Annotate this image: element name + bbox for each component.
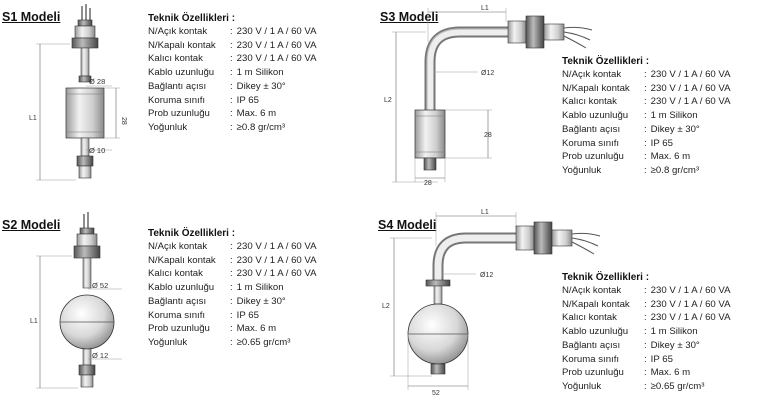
spec-value: Max. 6 m	[236, 108, 277, 120]
spec-label: Bağlantı açısı	[562, 339, 621, 351]
spec-row	[148, 309, 317, 323]
spec-separator: :	[230, 94, 233, 106]
spec-separator: :	[644, 137, 647, 149]
s3-spec-title: Teknik Özellikleri :	[562, 56, 650, 67]
spec-row	[148, 281, 317, 295]
spec-separator: :	[230, 309, 233, 321]
spec-label: Kablo uzunluğu	[562, 110, 629, 122]
s1-float-switch-drawing	[30, 4, 140, 194]
spec-separator: :	[230, 80, 233, 92]
spec-value: ≥0.8 gr/cm³	[236, 121, 286, 133]
s4-side-dim-label: L2	[382, 303, 390, 310]
spec-separator: :	[230, 241, 233, 252]
spec-label: Kalıcı kontak	[148, 268, 203, 280]
s1-height-label: 28	[120, 117, 127, 125]
s4-spec-table	[562, 284, 731, 394]
s1-spec-table	[148, 25, 317, 135]
spec-value: Max. 6 m	[650, 151, 691, 163]
spec-value: 230 V / 1 A / 60 VA	[650, 298, 731, 310]
spec-label: Prob uzunluğu	[148, 323, 210, 335]
spec-value: Dikey ± 30°	[236, 295, 286, 307]
spec-label: Kalıcı kontak	[562, 312, 617, 324]
spec-row	[148, 240, 317, 254]
spec-value: Dikey ± 30°	[650, 339, 700, 351]
spec-value: 230 V / 1 A / 60 VA	[650, 82, 731, 94]
s2-length-label: L1	[30, 318, 38, 325]
s1-model-title: S1 Modeli	[2, 10, 61, 24]
spec-separator: :	[644, 380, 647, 392]
s4-spec-title: Teknik Özellikleri :	[562, 272, 650, 283]
spec-value: 230 V / 1 A / 60 VA	[650, 285, 731, 296]
spec-row	[562, 150, 731, 164]
spec-separator: :	[644, 82, 647, 94]
spec-row	[148, 25, 317, 39]
spec-value: Max. 6 m	[236, 323, 277, 335]
spec-separator: :	[644, 110, 647, 122]
spec-value: ≥0.65 gr/cm³	[650, 380, 705, 392]
spec-row	[562, 284, 731, 298]
spec-row	[562, 366, 731, 380]
s1-diameter-label: Ø 28	[89, 77, 106, 86]
spec-separator: :	[644, 285, 647, 296]
spec-row	[562, 123, 731, 137]
spec-row	[148, 80, 317, 94]
s4-diameter-label: Ø12	[480, 272, 494, 279]
spec-separator: :	[644, 123, 647, 135]
spec-label: N/Kapalı kontak	[562, 82, 630, 94]
spec-label: N/Kapalı kontak	[148, 254, 216, 266]
spec-label: Prob uzunluğu	[148, 108, 210, 120]
spec-row	[562, 353, 731, 367]
spec-row	[148, 39, 317, 53]
spec-row	[148, 267, 317, 281]
s3-model-title: S3 Modeli	[380, 10, 439, 24]
spec-label: Koruma sınıfı	[562, 353, 620, 365]
spec-separator: :	[230, 121, 233, 133]
spec-separator: :	[230, 282, 233, 294]
spec-label: Yoğunluk	[148, 121, 188, 133]
spec-label: Koruma sınıfı	[148, 94, 206, 106]
spec-value: 230 V / 1 A / 60 VA	[236, 39, 317, 51]
spec-row	[148, 94, 317, 108]
spec-row	[562, 137, 731, 151]
spec-separator: :	[644, 339, 647, 351]
s3-side-dim-label: L2	[384, 97, 392, 104]
spec-row	[148, 52, 317, 66]
spec-separator: :	[230, 108, 233, 120]
s4-model-title: S4 Modeli	[378, 218, 437, 232]
spec-separator: :	[644, 298, 647, 310]
s2-spec-title: Teknik Özellikleri :	[148, 228, 236, 239]
spec-value: IP 65	[236, 94, 259, 106]
spec-row	[562, 380, 731, 394]
spec-value: ≥0.8 gr/cm³	[650, 164, 700, 176]
spec-separator: :	[644, 312, 647, 324]
spec-label: N/Kapalı kontak	[148, 39, 216, 51]
spec-label: Bağlantı açısı	[148, 295, 207, 307]
s4-top-dim-label: L1	[481, 209, 489, 216]
s3-width-label: 28	[424, 180, 432, 187]
spec-value: IP 65	[650, 353, 673, 365]
spec-row	[562, 109, 731, 123]
s2-spec-table	[148, 240, 317, 350]
spec-row	[562, 339, 731, 353]
spec-label: N/Açık kontak	[148, 241, 208, 252]
spec-label: Kablo uzunluğu	[148, 282, 215, 294]
spec-row	[562, 82, 731, 96]
spec-separator: :	[644, 164, 647, 176]
s3-top-dim-label: L1	[481, 5, 489, 12]
spec-value: 230 V / 1 A / 60 VA	[236, 268, 317, 280]
s2-float-switch-drawing	[28, 212, 143, 407]
spec-label: Kablo uzunluğu	[562, 326, 629, 338]
spec-label: N/Kapalı kontak	[562, 298, 630, 310]
spec-label: Bağlantı açısı	[148, 80, 207, 92]
spec-row	[562, 298, 731, 312]
spec-separator: :	[644, 326, 647, 338]
spec-row	[148, 336, 317, 350]
spec-label: Koruma sınıfı	[562, 137, 620, 149]
spec-label: Yoğunluk	[562, 380, 602, 392]
spec-label: Kablo uzunluğu	[148, 67, 215, 79]
spec-separator: :	[644, 96, 647, 108]
spec-row	[148, 295, 317, 309]
spec-value: 230 V / 1 A / 60 VA	[236, 53, 317, 65]
spec-row	[562, 95, 731, 109]
spec-label: N/Açık kontak	[562, 69, 622, 80]
spec-value: 1 m Silikon	[236, 67, 284, 79]
s2-diameter-label: Ø 52	[92, 281, 109, 290]
s3-height-label: 28	[484, 132, 492, 139]
spec-label: Prob uzunluğu	[562, 151, 624, 163]
spec-label: Yoğunluk	[562, 164, 602, 176]
s4-width-label: 52	[432, 390, 440, 397]
spec-value: Dikey ± 30°	[650, 123, 700, 135]
spec-value: Max. 6 m	[650, 367, 691, 379]
spec-separator: :	[644, 151, 647, 163]
spec-row	[148, 121, 317, 135]
spec-value: 1 m Silikon	[650, 110, 698, 122]
spec-value: ≥0.65 gr/cm³	[236, 336, 291, 348]
s2-model-title: S2 Modeli	[2, 218, 61, 232]
spec-row	[562, 311, 731, 325]
spec-value: 1 m Silikon	[236, 282, 284, 294]
spec-separator: :	[230, 268, 233, 280]
s1-stem-label: Ø 10	[89, 146, 106, 155]
spec-row	[562, 164, 731, 178]
spec-separator: :	[230, 254, 233, 266]
spec-label: N/Açık kontak	[148, 26, 208, 37]
spec-row	[148, 322, 317, 336]
spec-value: IP 65	[650, 137, 673, 149]
spec-label: Bağlantı açısı	[562, 123, 621, 135]
spec-value: 1 m Silikon	[650, 326, 698, 338]
spec-row	[148, 254, 317, 268]
spec-label: Prob uzunluğu	[562, 367, 624, 379]
spec-value: Dikey ± 30°	[236, 80, 286, 92]
spec-value: 230 V / 1 A / 60 VA	[236, 254, 317, 266]
s3-spec-table	[562, 68, 731, 178]
spec-value: 230 V / 1 A / 60 VA	[236, 241, 317, 252]
spec-separator: :	[230, 323, 233, 335]
spec-separator: :	[230, 295, 233, 307]
s3-diameter-label: Ø12	[481, 70, 495, 77]
spec-row	[562, 68, 731, 82]
spec-row	[148, 107, 317, 121]
spec-separator: :	[644, 367, 647, 379]
spec-separator: :	[230, 39, 233, 51]
spec-value: IP 65	[236, 309, 259, 321]
s1-length-label: L1	[29, 115, 37, 122]
spec-value: 230 V / 1 A / 60 VA	[650, 312, 731, 324]
spec-value: 230 V / 1 A / 60 VA	[650, 96, 731, 108]
spec-separator: :	[644, 353, 647, 365]
spec-label: Koruma sınıfı	[148, 309, 206, 321]
spec-row	[148, 66, 317, 80]
spec-value: 230 V / 1 A / 60 VA	[236, 26, 317, 37]
spec-separator: :	[230, 67, 233, 79]
spec-row	[562, 325, 731, 339]
spec-label: Kalıcı kontak	[562, 96, 617, 108]
spec-separator: :	[230, 26, 233, 37]
spec-separator: :	[230, 53, 233, 65]
spec-value: 230 V / 1 A / 60 VA	[650, 69, 731, 80]
spec-label: Yoğunluk	[148, 336, 188, 348]
s1-spec-title: Teknik Özellikleri :	[148, 13, 236, 24]
spec-separator: :	[230, 336, 233, 348]
spec-separator: :	[644, 69, 647, 80]
spec-label: N/Açık kontak	[562, 285, 622, 296]
spec-label: Kalıcı kontak	[148, 53, 203, 65]
s2-stem-label: Ø 12	[92, 351, 109, 360]
